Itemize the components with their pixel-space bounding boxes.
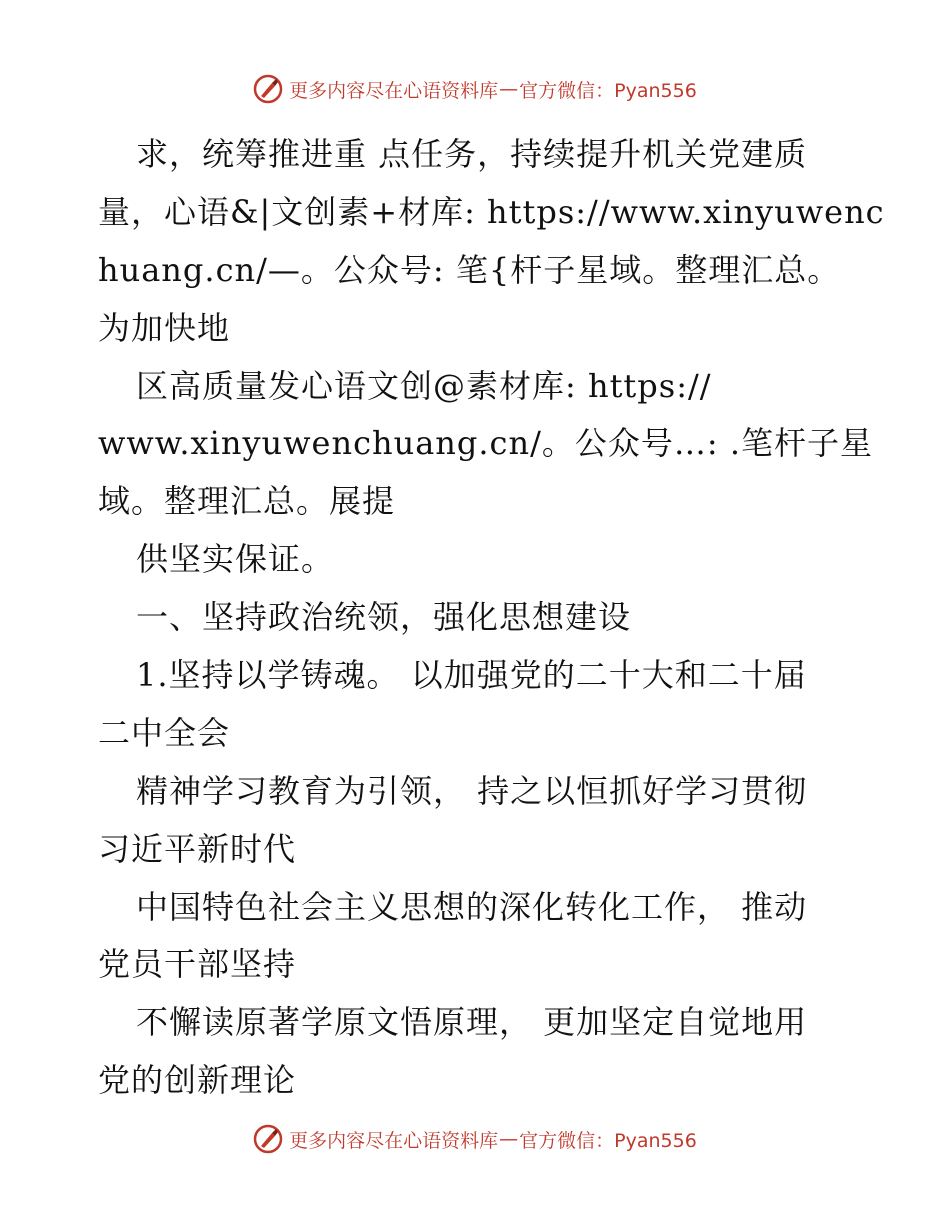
banner-text: 更多内容尽在心语资料库 <box>289 79 499 102</box>
document-body <box>98 126 885 1110</box>
text-line: 求，统筹推进重 点任务，持续提升机关党建质 <box>136 135 808 173</box>
header-banner <box>0 74 950 104</box>
text-line: 精神学习教育为引领， 持之以恒抓好学习贯彻 <box>136 771 808 810</box>
banner-separator: — <box>499 1128 519 1150</box>
text-line: 1.坚持以学铸魂。 以加强党的二十大和二十届 <box>136 656 807 695</box>
text-line: 二中全会 <box>98 713 231 752</box>
pen-logo-icon <box>253 74 283 104</box>
text-line: 域。整理汇总。展提 <box>98 482 396 521</box>
text-line: 供坚实保证。 <box>136 540 335 579</box>
text-line: 习近平新时代 <box>98 829 297 868</box>
text-line: 不懈读原著学原文悟原理， 更加坚定自觉地用 <box>136 1003 808 1042</box>
text-line: 党员干部坚持 <box>98 945 297 984</box>
footer-banner <box>0 1124 950 1154</box>
text-line: huang.cn/—。公众号: 笔{杆子星域。整理汇总。 <box>98 250 841 289</box>
text-line: www.xinyuwenchuang.cn/。公众号…: .笔杆子星 <box>98 424 873 463</box>
banner-separator: — <box>499 78 519 100</box>
text-line: 党的创新理论 <box>98 1061 297 1100</box>
text-line: 为加快地 <box>98 308 231 347</box>
section-heading: 一、坚持政治统领，强化思想建设 <box>136 598 632 637</box>
banner-wechat: 官方微信：Pyan556 <box>519 1129 697 1152</box>
banner-text: 更多内容尽在心语资料库 <box>289 1129 499 1152</box>
text-line: 区高质量发心语文创@素材库: https:// <box>136 366 712 405</box>
pen-logo-icon <box>253 1124 283 1154</box>
text-line: 量，心语&|文创素+材库: https://www.xinyuwenc <box>98 192 885 231</box>
banner-wechat: 官方微信：Pyan556 <box>519 79 697 102</box>
text-line: 中国特色社会主义思想的深化转化工作， 推动 <box>136 887 808 926</box>
